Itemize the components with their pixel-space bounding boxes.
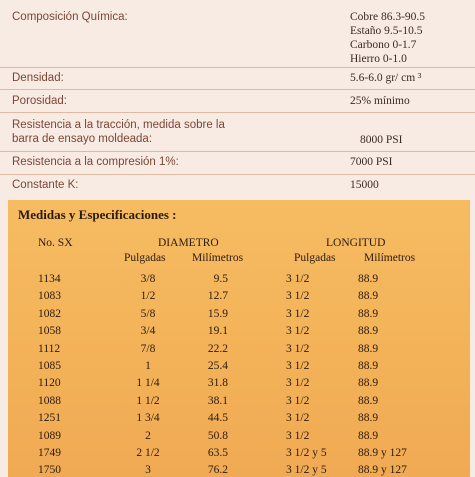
composicion-label: Composición Química: <box>12 11 128 23</box>
divider <box>0 67 475 68</box>
sx-number: 1112 <box>38 342 61 355</box>
diametro-pulgadas: 3/4 <box>140 325 156 338</box>
sx-number: 1058 <box>38 325 61 338</box>
diametro-pulgadas: 1 3/4 <box>136 412 160 425</box>
divider <box>0 112 475 113</box>
longitud-pulgadas: 3 1/2 <box>286 307 310 320</box>
specs-title: Medidas y Especificaciones : <box>18 207 177 222</box>
diametro-milimetros: 25.4 <box>207 360 228 372</box>
longitud-pulgadas: 3 1/2 <box>286 342 310 355</box>
longitud-pulgadas: 3 1/2 <box>286 394 310 407</box>
header-diametro: DIAMETRO <box>158 237 219 249</box>
traccion-value: 8000 PSI <box>360 134 403 146</box>
diametro-milimetros: 44.5 <box>207 412 228 425</box>
specs-panel <box>8 200 470 477</box>
sx-number: 1083 <box>38 290 61 303</box>
longitud-milimetros: 88.9 <box>358 412 379 425</box>
header-longitud: LONGITUD <box>326 237 386 249</box>
diametro-milimetros: 50.8 <box>207 429 228 442</box>
diametro-pulgadas: 1 <box>145 360 151 372</box>
longitud-pulgadas: 3 1/2 y 5 <box>286 447 327 459</box>
traccion-label-1: Resistencia a la tracción, medida sobre la <box>12 119 225 131</box>
longitud-milimetros: 88.9 <box>358 325 379 338</box>
subheader-pulgadas-long: Pulgadas <box>294 252 336 264</box>
longitud-pulgadas: 3 1/2 <box>286 429 310 442</box>
constante-label: Constante K: <box>12 179 79 191</box>
longitud-milimetros: 88.9 <box>358 377 379 390</box>
porosidad-value: 25% mínimo <box>350 95 410 107</box>
densidad-label: Densidad: <box>12 72 64 84</box>
longitud-pulgadas: 3 1/2 <box>286 290 310 303</box>
constante-value: 15000 <box>350 179 379 191</box>
sx-number: 1088 <box>38 394 61 407</box>
sx-number: 1750 <box>38 464 61 477</box>
diametro-milimetros: 9.5 <box>213 273 228 285</box>
subheader-milimetros: Milímetros <box>192 252 244 264</box>
sx-number: 1134 <box>38 273 61 285</box>
diametro-milimetros: 38.1 <box>207 394 228 407</box>
longitud-milimetros: 88.9 y 127 <box>358 447 407 459</box>
divider <box>0 89 475 90</box>
sx-number: 1082 <box>38 307 61 320</box>
densidad-value: 5.6-6.0 gr/ cm ³ <box>350 72 422 84</box>
diametro-pulgadas: 7/8 <box>140 342 156 355</box>
diametro-milimetros: 31.8 <box>207 377 228 390</box>
porosidad-label: Porosidad: <box>12 95 67 107</box>
sx-number: 1089 <box>38 429 61 442</box>
diametro-milimetros: 63.5 <box>207 447 228 459</box>
diametro-milimetros: 19.1 <box>207 325 228 338</box>
composicion-values <box>350 10 425 66</box>
subheader-pulgadas: Pulgadas <box>124 252 166 264</box>
diametro-pulgadas: 5/8 <box>140 307 156 320</box>
diametro-milimetros: 76.2 <box>207 464 228 477</box>
divider <box>0 174 475 175</box>
composicion-value: Estaño 9.5-10.5 <box>350 25 423 37</box>
longitud-milimetros: 88.9 <box>358 307 379 320</box>
longitud-pulgadas: 3 1/2 <box>286 273 310 285</box>
compresion-label: Resistencia a la compresión 1%: <box>12 156 179 168</box>
longitud-milimetros: 88.9 <box>358 342 379 355</box>
diametro-pulgadas: 1/2 <box>140 290 156 303</box>
diametro-milimetros: 15.9 <box>207 307 228 320</box>
longitud-milimetros: 88.9 <box>358 273 379 285</box>
diametro-pulgadas: 1 1/2 <box>136 394 160 407</box>
composicion-value: Cobre 86.3-90.5 <box>350 11 426 23</box>
composicion-value: Carbono 0-1.7 <box>350 39 417 51</box>
diametro-milimetros: 12.7 <box>207 290 228 303</box>
longitud-milimetros: 88.9 <box>358 360 379 372</box>
longitud-pulgadas: 3 1/2 <box>286 360 310 372</box>
diametro-pulgadas: 1 1/4 <box>136 377 160 390</box>
diametro-milimetros: 22.2 <box>207 342 228 355</box>
divider <box>0 151 475 152</box>
longitud-milimetros: 88.9 <box>358 394 379 407</box>
longitud-pulgadas: 3 1/2 <box>286 377 310 390</box>
longitud-pulgadas: 3 1/2 <box>286 412 310 425</box>
sx-number: 1120 <box>38 377 61 390</box>
diametro-pulgadas: 2 1/2 <box>136 447 160 459</box>
header-no-sx: No. SX <box>38 237 73 249</box>
sx-number: 1749 <box>38 447 61 459</box>
longitud-pulgadas: 3 1/2 <box>286 325 310 338</box>
compresion-value: 7000 PSI <box>350 156 393 168</box>
diametro-pulgadas: 3 <box>145 464 151 477</box>
longitud-milimetros: 88.9 <box>358 290 379 303</box>
diametro-pulgadas: 2 <box>145 429 151 442</box>
properties-section <box>0 0 475 200</box>
composicion-value: Hierro 0-1.0 <box>350 53 407 65</box>
longitud-milimetros: 88.9 <box>358 429 379 442</box>
traccion-label-2: barra de ensayo moldeada: <box>12 133 153 145</box>
subheader-milimetros-long: Milímetros <box>364 252 416 264</box>
sx-number: 1251 <box>38 412 61 425</box>
longitud-pulgadas: 3 1/2 y 5 <box>286 464 327 477</box>
longitud-milimetros: 88.9 y 127 <box>358 464 407 477</box>
diametro-pulgadas: 3/8 <box>140 273 156 285</box>
sx-number: 1085 <box>38 360 61 372</box>
